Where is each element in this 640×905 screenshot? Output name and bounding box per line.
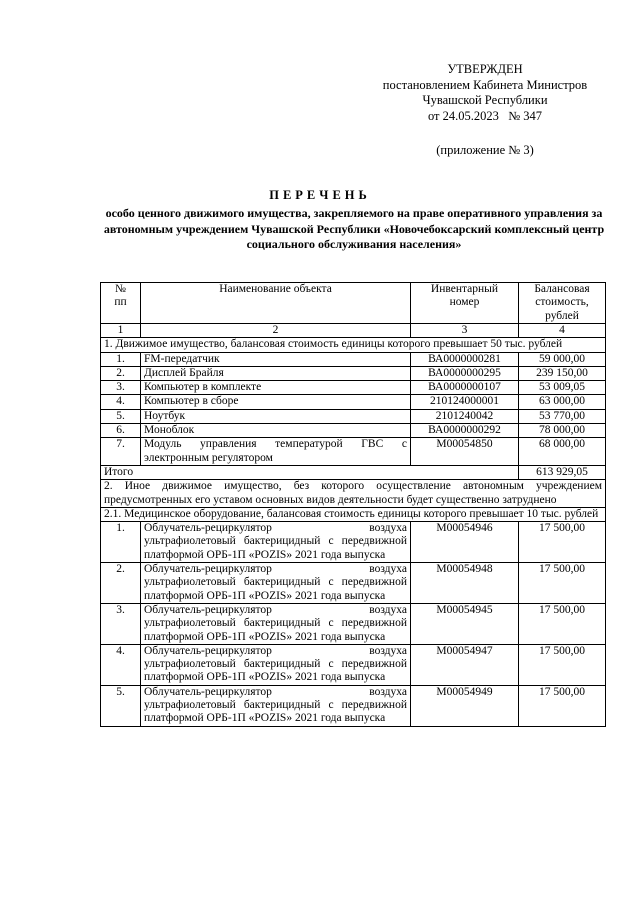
section-1-heading: 1. Движимое имущество, балансовая стоимость единицы которого превышает 50 тыс. рублей bbox=[101, 338, 606, 352]
row-cost: 239 150,00 bbox=[519, 366, 606, 380]
col-number-1: 1 bbox=[101, 324, 141, 338]
row-name: FM-передатчик bbox=[141, 352, 411, 366]
section-2-heading: 2. Иное движимое имущество, без которого осуществление автономным учреждением предусмотренных его уставом основных видов деятельности будет существенно затруднено bbox=[101, 480, 606, 508]
row-inventory-number: ВА0000000281 bbox=[411, 352, 519, 366]
approval-decree: постановлением Кабинета Министров bbox=[382, 77, 588, 92]
row-cost: 17 500,00 bbox=[519, 563, 606, 604]
row-cost: 78 000,00 bbox=[519, 424, 606, 438]
row-inventory-number: М00054946 bbox=[411, 522, 519, 563]
table-header-row bbox=[101, 283, 606, 324]
row-number: 2. bbox=[101, 563, 141, 604]
row-number: 3. bbox=[101, 603, 141, 644]
row-number: 3. bbox=[101, 381, 141, 395]
assets-table bbox=[100, 282, 606, 727]
row-number: 1. bbox=[101, 352, 141, 366]
row-inventory-number: 2101240042 bbox=[411, 409, 519, 423]
row-number: 5. bbox=[101, 685, 141, 726]
row-inventory-number: М00054945 bbox=[411, 603, 519, 644]
total-row bbox=[101, 465, 606, 479]
column-number-row bbox=[101, 324, 606, 338]
table-row bbox=[101, 438, 606, 466]
row-inventory-number: М00054949 bbox=[411, 685, 519, 726]
row-inventory-number: ВА0000000292 bbox=[411, 424, 519, 438]
row-name: Облучатель-рециркулятор воздуха ультрафиолетовый бактерицидный с передвижной платформой ОРБ-1П «POZIS» 2021 года выпуска bbox=[141, 644, 411, 685]
table-row bbox=[101, 644, 606, 685]
row-name: Облучатель-рециркулятор воздуха ультрафиолетовый бактерицидный с передвижной платформой ОРБ-1П «POZIS» 2021 года выпуска bbox=[141, 603, 411, 644]
table-row bbox=[101, 352, 606, 366]
table-row bbox=[101, 424, 606, 438]
row-cost: 63 000,00 bbox=[519, 395, 606, 409]
row-cost: 59 000,00 bbox=[519, 352, 606, 366]
row-name: Облучатель-рециркулятор воздуха ультрафиолетовый бактерицидный с передвижной платформой ОРБ-1П «POZIS» 2021 года выпуска bbox=[141, 522, 411, 563]
col-number-4: 4 bbox=[519, 324, 606, 338]
section-1-row bbox=[101, 338, 606, 352]
table-row bbox=[101, 603, 606, 644]
document-subtitle: особо ценного движимого имущества, закрепляемого на праве оперативного управления за автономным учреждением Чувашской Республики «Новочебоксарский комплексный центр социального обслуживания населения» bbox=[103, 206, 605, 251]
table-row bbox=[101, 685, 606, 726]
col-number-3: 3 bbox=[411, 324, 519, 338]
row-name: Облучатель-рециркулятор воздуха ультрафиолетовый бактерицидный с передвижной платформой ОРБ-1П «POZIS» 2021 года выпуска bbox=[141, 685, 411, 726]
row-name: Компьютер в комплекте bbox=[141, 381, 411, 395]
section-2-1-row bbox=[101, 507, 606, 521]
total-value: 613 929,05 bbox=[519, 465, 606, 479]
row-name: Модуль управления температурой ГВС с электронным регулятором bbox=[141, 438, 411, 466]
row-name: Моноблок bbox=[141, 424, 411, 438]
row-number: 4. bbox=[101, 644, 141, 685]
header-cost: Балансовая стоимость, рублей bbox=[519, 283, 606, 324]
row-name: Ноутбук bbox=[141, 409, 411, 423]
table-row bbox=[101, 409, 606, 423]
col-number-2: 2 bbox=[141, 324, 411, 338]
row-number: 2. bbox=[101, 366, 141, 380]
section-2-row bbox=[101, 480, 606, 508]
table-row bbox=[101, 522, 606, 563]
row-name: Облучатель-рециркулятор воздуха ультрафиолетовый бактерицидный с передвижной платформой ОРБ-1П «POZIS» 2021 года выпуска bbox=[141, 563, 411, 604]
row-inventory-number: 210124000001 bbox=[411, 395, 519, 409]
assets-table-body bbox=[101, 283, 606, 727]
row-cost: 17 500,00 bbox=[519, 603, 606, 644]
approval-approved: УТВЕРЖДЕН bbox=[447, 62, 523, 76]
table-row bbox=[101, 395, 606, 409]
row-cost: 17 500,00 bbox=[519, 522, 606, 563]
row-number: 5. bbox=[101, 409, 141, 423]
row-inventory-number: ВА0000000107 bbox=[411, 381, 519, 395]
row-number: 6. bbox=[101, 424, 141, 438]
approval-block bbox=[340, 62, 630, 159]
row-number: 1. bbox=[101, 522, 141, 563]
row-cost: 68 000,00 bbox=[519, 438, 606, 466]
row-inventory-number: М00054850 bbox=[411, 438, 519, 466]
approval-date-number: от 24.05.2023 № 347 bbox=[427, 108, 543, 123]
row-inventory-number: М00054947 bbox=[411, 644, 519, 685]
table-row bbox=[101, 381, 606, 395]
approval-appendix: (приложение № 3) bbox=[436, 143, 534, 157]
total-label: Итого bbox=[101, 465, 519, 479]
section-2-1-heading: 2.1. Медицинское оборудование, балансовая стоимость единицы которого превышает 10 тыс. рублей bbox=[101, 507, 606, 521]
row-number: 7. bbox=[101, 438, 141, 466]
row-cost: 17 500,00 bbox=[519, 644, 606, 685]
row-cost: 17 500,00 bbox=[519, 685, 606, 726]
row-cost: 53 770,00 bbox=[519, 409, 606, 423]
row-name: Компьютер в сборе bbox=[141, 395, 411, 409]
row-inventory-number: ВА0000000295 bbox=[411, 366, 519, 380]
document-title: ПЕРЕЧЕНЬ bbox=[269, 188, 371, 202]
header-num: № пп bbox=[101, 283, 141, 324]
table-row bbox=[101, 563, 606, 604]
header-name: Наименование объекта bbox=[141, 283, 411, 324]
row-number: 4. bbox=[101, 395, 141, 409]
approval-republic: Чувашской Республики bbox=[422, 93, 548, 107]
row-inventory-number: М00054948 bbox=[411, 563, 519, 604]
table-row bbox=[101, 366, 606, 380]
row-cost: 53 009,05 bbox=[519, 381, 606, 395]
row-name: Дисплей Брайля bbox=[141, 366, 411, 380]
header-inventory: Инвентарный номер bbox=[411, 283, 519, 324]
